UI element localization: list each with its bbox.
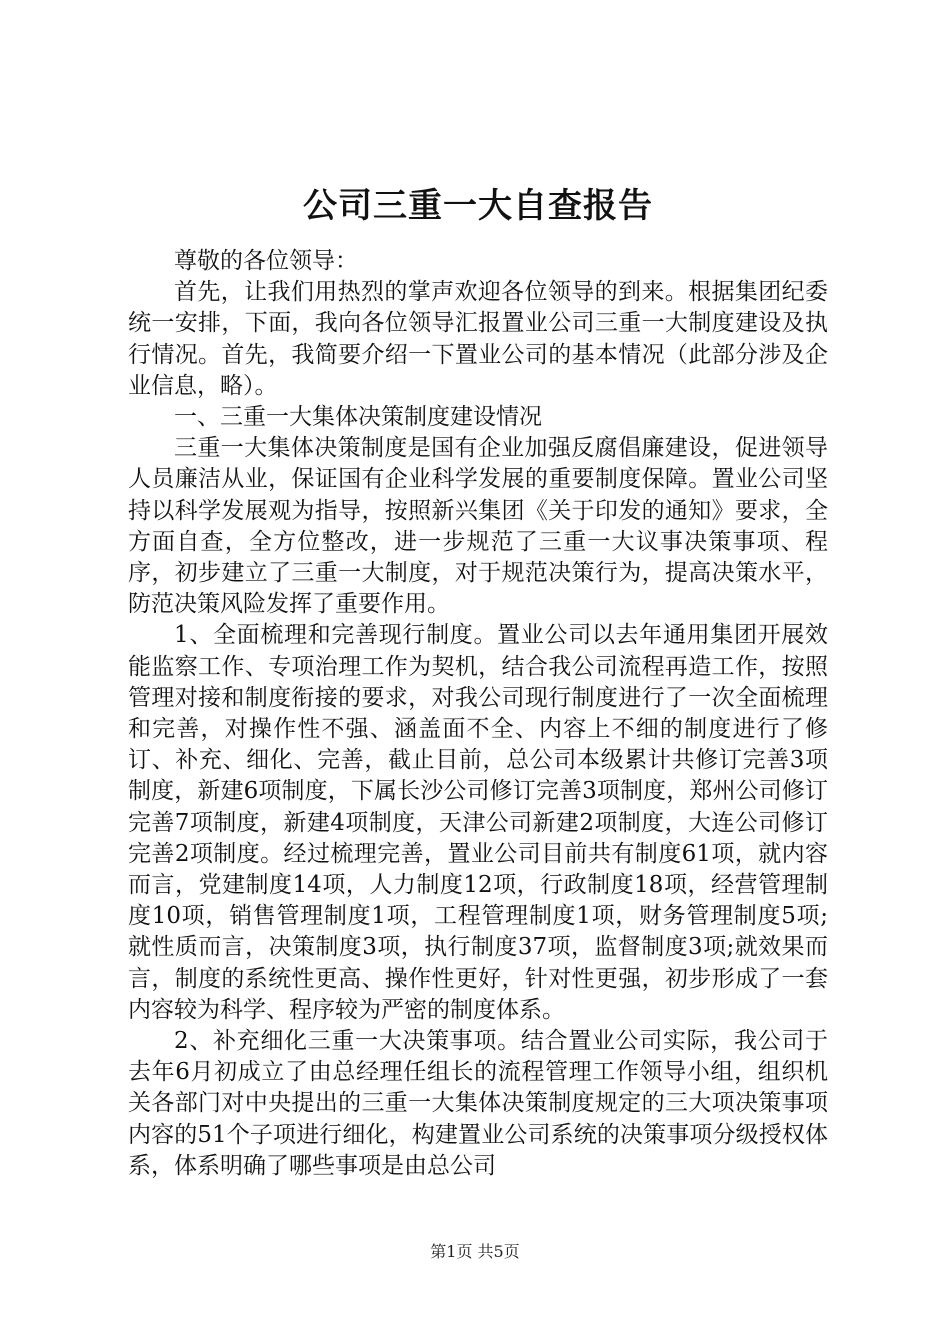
section-heading: 一、三重一大集体决策制度建设情况	[174, 404, 542, 431]
document-body	[128, 246, 828, 1182]
body-paragraph: 2、补充细化三重一大决策事项。结合置业公司实际，我公司于去年6月初成立了由总经理任组长的流程管理工作领导小组，组织机关各部门对中央提出的三重一大集体决策制度规定的三大项决策事项内容的51个子项进行细化，构建置业公司系统的决策事项分级授权体系，体系明确了哪些事项是由总公司	[128, 1028, 828, 1179]
page-footer	[0, 1241, 950, 1263]
page-number: 第1页 共5页	[430, 1242, 520, 1261]
salutation-paragraph: 尊敬的各位领导：	[174, 248, 358, 274]
body-paragraph: 1、全面梳理和完善现行制度。置业公司以去年通用集团开展效能监察工作、专项治理工作为契机，结合我公司流程再造工作，按照管理对接和制度衔接的要求，对我公司现行制度进行了一次全面梳理和完善，对操作性不强、涵盖面不全、内容上不细的制度进行了修订、补充、细化、完善，截止目前，总公司本级累计共修订完善3项制度，新建6项制度，下属长沙公司修订完善3项制度，郑州公司修订完善7项制度，新建4项制度，天津公司新建2项制度，大连公司修订完善2项制度。经过梳理完善，置业公司目前共有制度61项，就内容而言，党建制度14项，人力制度12项，行政制度18项，经营管理制度10项，销售管理制度1项，工程管理制度1项，财务管理制度5项;就性质而言，决策制度3项，执行制度37项，监督制度3项;就效果而言，制度的系统性更高、操作性更好，针对性更强，初步形成了一套内容较为科学、程序较为严密的制度体系。	[128, 622, 828, 1023]
body-paragraph: 三重一大集体决策制度是国有企业加强反腐倡廉建设，促进领导人员廉洁从业，保证国有企业科学发展的重要制度保障。置业公司坚持以科学发展观为指导，按照新兴集团《关于印发的通知》要求，全方面自查，全方位整改，进一步规范了三重一大议事决策事项、程序，初步建立了三重一大制度，对于规范决策行为，提高决策水平，防范决策风险发挥了重要作用。	[128, 435, 828, 618]
document-title: 公司三重一大自查报告	[303, 186, 653, 226]
intro-paragraph: 首先，让我们用热烈的掌声欢迎各位领导的到来。根据集团纪委统一安排，下面，我向各位领导汇报置业公司三重一大制度建设及执行情况。首先，我简要介绍一下置业公司的基本情况（此部分涉及企业信息，略）。	[128, 279, 828, 399]
document-page	[128, 176, 828, 1182]
